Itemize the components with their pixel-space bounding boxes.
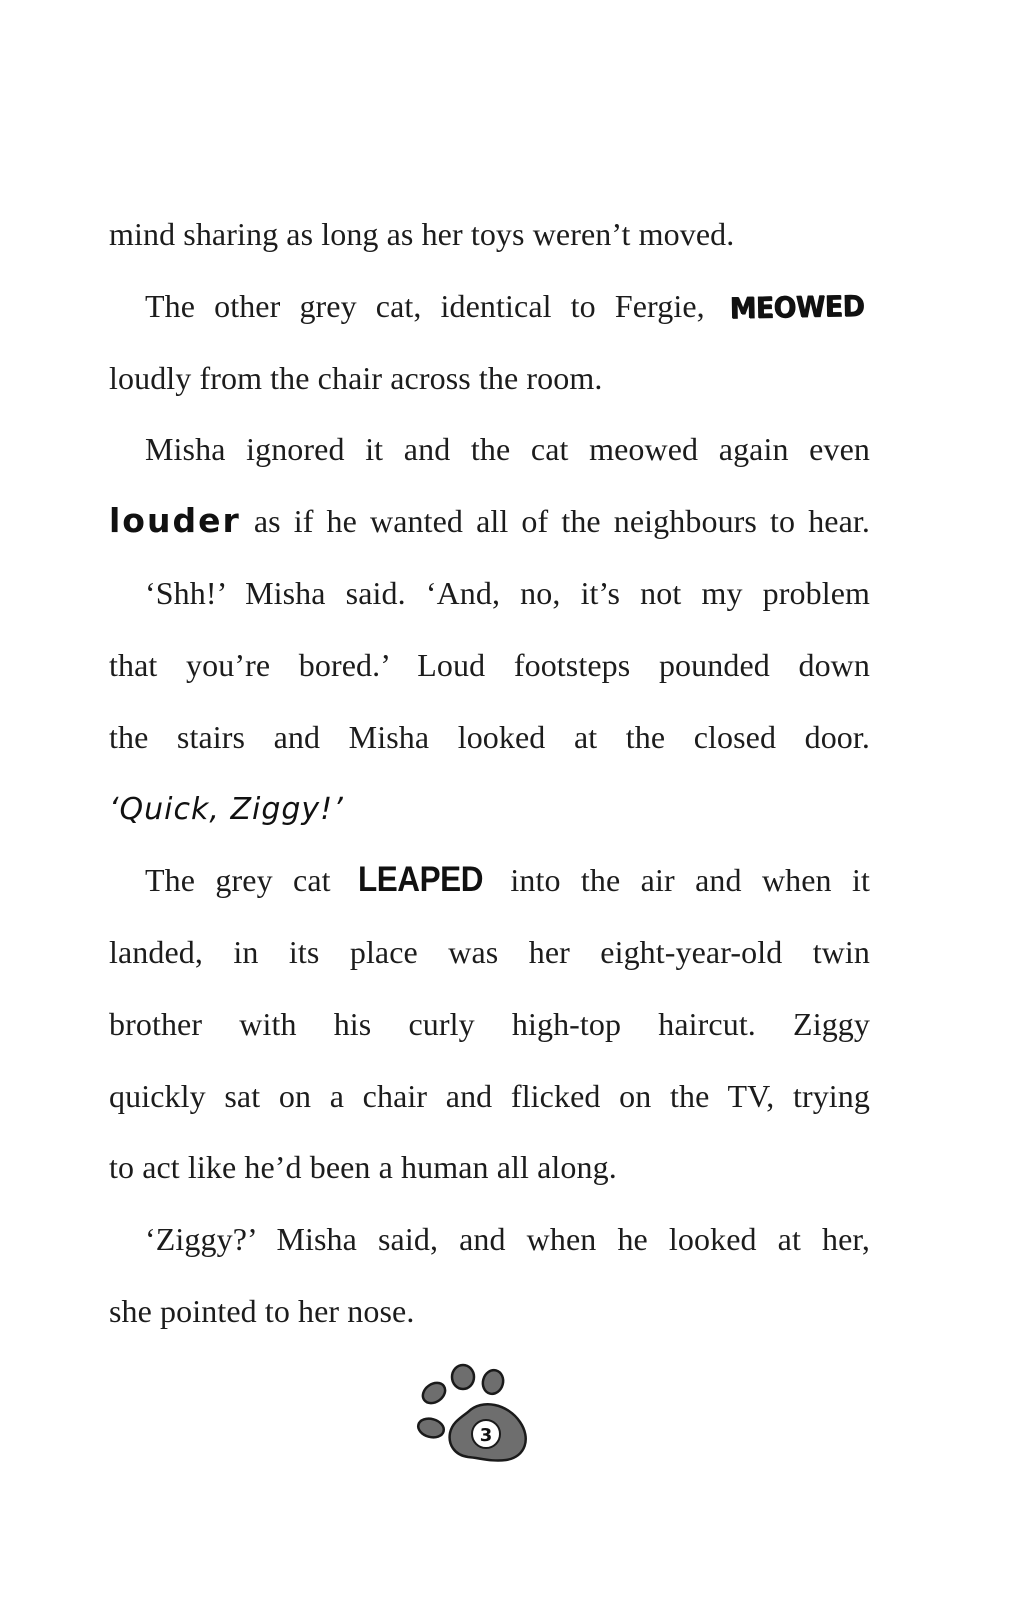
text-line-12 bbox=[109, 998, 870, 1070]
line-text: brother with his curly high-top haircut. Ziggy bbox=[109, 1005, 870, 1042]
page-number: 3 bbox=[479, 1425, 493, 1446]
text-line-14 bbox=[109, 1141, 870, 1213]
sound-effect-leaped: LEAPED bbox=[357, 860, 484, 900]
text-line-4 bbox=[109, 423, 870, 495]
line-text: quickly sat on a chair and flicked on the TV, trying bbox=[109, 1077, 870, 1114]
text-line-6 bbox=[109, 567, 870, 639]
text-line-1 bbox=[109, 208, 870, 280]
line-text: ‘Ziggy?’ Misha said, and when he looked at her, bbox=[145, 1221, 870, 1258]
line-text: landed, in its place was her eight-year-old twin bbox=[109, 933, 870, 970]
line-text: Misha ignored it and the cat meowed again even bbox=[145, 431, 870, 468]
sound-effect-meowed: MEOWED bbox=[729, 288, 865, 326]
text-line-7 bbox=[109, 639, 870, 711]
text-line-8 bbox=[109, 711, 870, 783]
text-line-2 bbox=[109, 280, 870, 352]
line-text: ‘Shh!’ Misha said. ‘And, no, it’s not my problem bbox=[145, 574, 870, 611]
text-line-11 bbox=[109, 926, 870, 998]
line-text: that you’re bored.’ Loud footsteps pounded down bbox=[109, 646, 870, 683]
text-line-16 bbox=[109, 1285, 870, 1357]
paw-toe-1 bbox=[419, 1379, 449, 1408]
line-text: into the air and when it bbox=[510, 862, 871, 899]
line-text: to act like he’d been a human all along. bbox=[109, 1149, 617, 1186]
text-line-13 bbox=[109, 1070, 870, 1142]
line-text: she pointed to her nose. bbox=[109, 1292, 415, 1329]
text-line-10 bbox=[109, 854, 870, 926]
paw-toe-2 bbox=[452, 1365, 474, 1389]
line-text: mind sharing as long as her toys weren’t moved. bbox=[109, 216, 735, 252]
line-text: The grey cat bbox=[145, 862, 331, 899]
text-line-5 bbox=[109, 495, 870, 567]
line-text: the stairs and Misha looked at the closed door. bbox=[109, 718, 870, 755]
line-text: as if he wanted all of the neighbours to hear. bbox=[253, 503, 870, 540]
paw-print-icon bbox=[410, 1360, 535, 1470]
handwritten-quick-ziggy: ‘Quick, Ziggy!’ bbox=[109, 792, 344, 828]
text-line-15 bbox=[109, 1213, 870, 1285]
book-page-text bbox=[109, 208, 870, 1357]
text-line-9 bbox=[109, 782, 870, 854]
sound-effect-louder: louder bbox=[109, 501, 241, 541]
paw-toe-3 bbox=[480, 1368, 506, 1396]
paw-toe-4 bbox=[416, 1416, 446, 1440]
text-line-3 bbox=[109, 352, 870, 424]
line-text: loudly from the chair across the room. bbox=[109, 359, 603, 396]
line-text: The other grey cat, identical to Fergie, bbox=[145, 287, 705, 324]
